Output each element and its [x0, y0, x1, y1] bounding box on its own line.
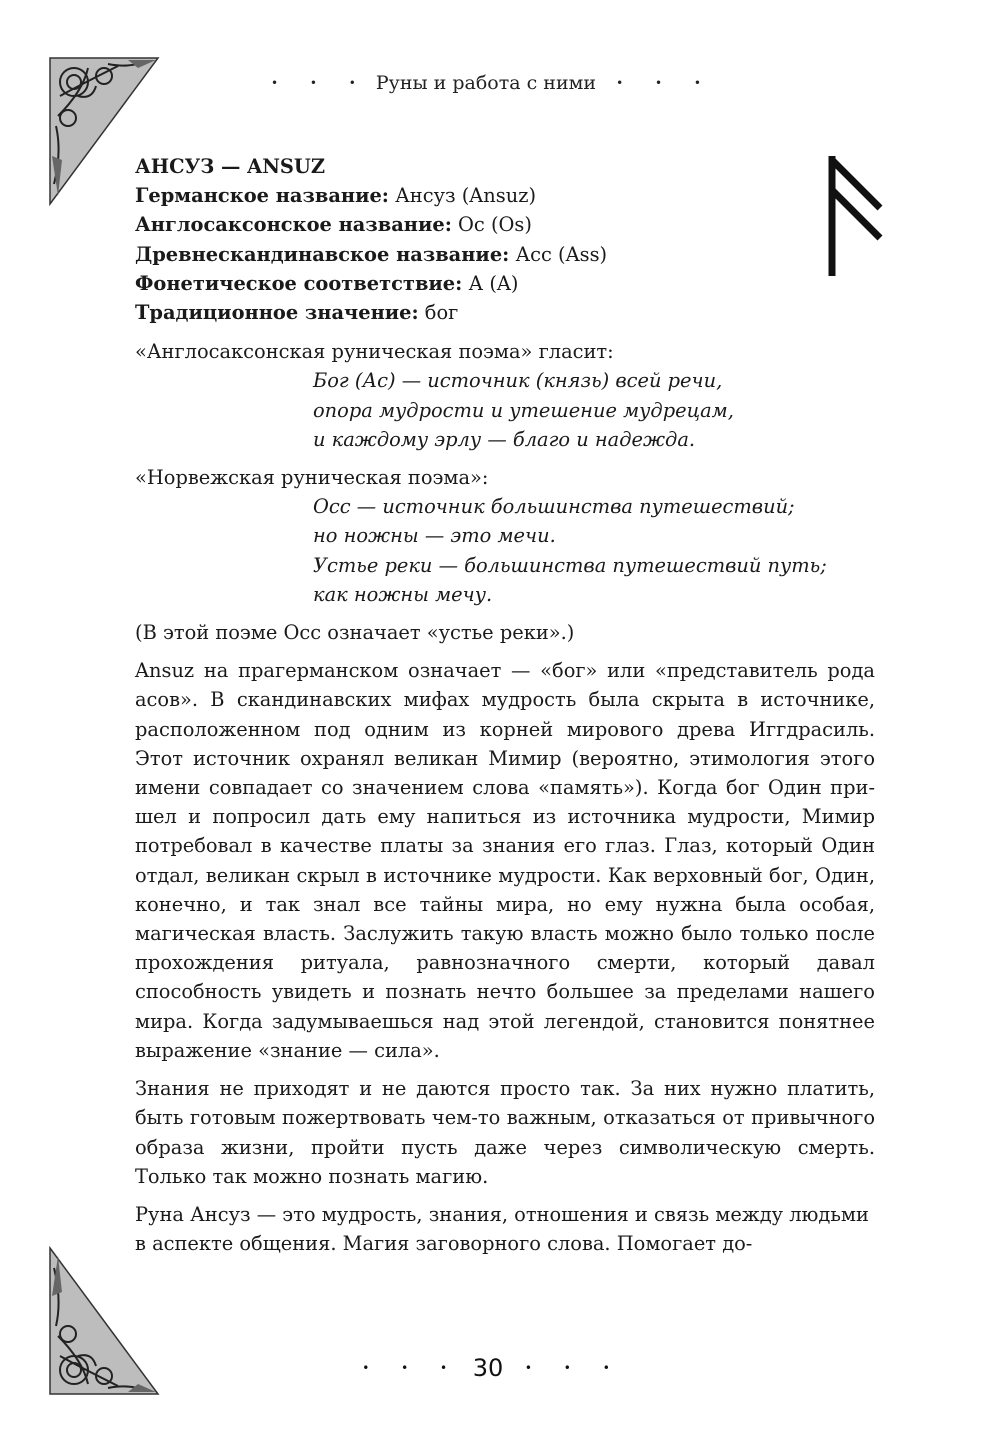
- poem-line: опора мудрости и утешение мудрецам,: [313, 398, 734, 422]
- meta-label: Фонетическое соответствие:: [135, 271, 463, 295]
- header-dots-left: • • •: [270, 76, 370, 90]
- meta-label: Древнескандинавское название:: [135, 242, 510, 266]
- poem-line: как ножны мечу.: [313, 582, 493, 606]
- poem1-intro: «Англосаксонская руническая поэма» гласит:: [135, 340, 614, 364]
- meta-value: Ос (Os): [451, 213, 532, 237]
- meta-value: Асс (Ass): [509, 242, 608, 266]
- meta-row: [135, 210, 875, 239]
- meta-label: Германское название:: [135, 184, 389, 208]
- body-paragraph: Ansuz на прагерманском означает — «бог» или «представитель рода асов». В скандинавских мифах мудрость была скрыта в источнике, расположенном под одним из корней мирового древа Иггдрасиль. Этот источник охранял великан Мимир (вероятно, этимология этого имени совпадает со значением слова «память»). Когда бог Один пришел и попросил дать ему напиться из источника мудрости, Мимир потребовал в качестве платы за знания его глаз. Глаз, который Один отдал, великан скрыл в источнике мудрости. Как верховный бог, Один, конечно, и так знал все тайны мира, но ему нужна была особая, магическая власть. Заслужить такую власть можно было только после прохождения ритуала, равнозначного смерти, который давал способность увидеть и познать нечто большее за пределами нашего мира. Когда задумываешься над этой легендой, становится понятнее выражение «знание — сила».: [135, 659, 875, 1062]
- meta-row: [135, 298, 875, 327]
- poem-line: и каждому эрлу — благо и надежда.: [313, 427, 696, 451]
- meta-value: А (A): [462, 271, 519, 295]
- poem2-intro: «Норвежская руническая поэма»:: [135, 466, 489, 490]
- rune-title: АНСУЗ — ANSUZ: [135, 155, 325, 178]
- meta-value: Ансуз (Ansuz): [388, 184, 537, 208]
- body-paragraph: Знания не приходят и не даются просто так. За них нужно платить, быть готовым пожертвовать чем-то важным, отказаться от привычного образа жизни, пройти пусть даже через символическую смерть. Только так можно познать магию.: [135, 1077, 875, 1188]
- meta-row: [135, 181, 875, 210]
- page-content: [135, 152, 875, 1267]
- header-title: Руны и работа с ними: [375, 72, 597, 94]
- poem-note: (В этой поэме Осс означает «устье реки».): [135, 621, 575, 645]
- body-paragraph: Руна Ансуз — это мудрость, знания, отношения и связь между людьми в аспекте общения. Магия заговорного слова. Помогает до-: [135, 1202, 869, 1256]
- poem1-verse: [313, 366, 875, 454]
- meta-value: бог: [418, 301, 459, 325]
- rune-meta: [135, 152, 875, 327]
- meta-row: [135, 240, 875, 269]
- running-header: [0, 72, 986, 94]
- poem-line: Устье реки — большинства путешествий путь;: [313, 553, 827, 577]
- footer-dots-left: • • •: [362, 1361, 462, 1375]
- header-dots-right: • • •: [616, 76, 716, 90]
- page-footer: [0, 1354, 986, 1382]
- poem-line: Осс — источник большинства путешествий;: [313, 495, 795, 519]
- page-number: 30: [472, 1354, 504, 1382]
- poem-line: но ножны — это мечи.: [313, 524, 556, 548]
- meta-label: Традиционное значение:: [135, 301, 419, 325]
- meta-row: [135, 269, 875, 298]
- poem-line: Бог (Ас) — источник (князь) всей речи,: [313, 369, 723, 393]
- meta-label: Англосаксонское название:: [135, 213, 452, 237]
- poem2-verse: [313, 492, 875, 609]
- footer-dots-right: • • •: [524, 1361, 624, 1375]
